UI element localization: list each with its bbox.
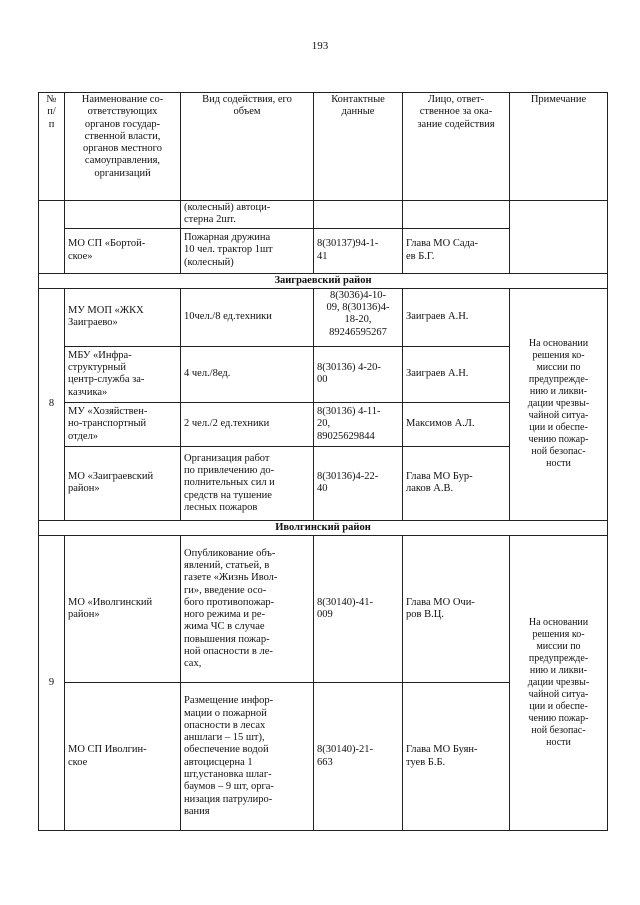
table-row — [39, 201, 608, 229]
cell-org: МО «Иволгинский район» — [65, 536, 181, 683]
cell-person: Глава МО Сада- ев Б.Г. — [403, 228, 510, 273]
cell-org: МУ «Хозяйствен- но-транспортный отдел» — [65, 402, 181, 446]
cell-assistance: 10чел./8 ед.техники — [181, 288, 314, 346]
cell-num — [39, 201, 65, 274]
cell-org: МБУ «Инфра- структурный центр-служба за- казчика» — [65, 346, 181, 402]
row-number: 9 — [39, 536, 65, 831]
cell-contacts: 8(30140)-21- 663 — [314, 683, 403, 831]
assistance-table — [38, 92, 608, 831]
cell-contacts — [314, 201, 403, 229]
header-assistance: Вид содействия, его объем — [181, 93, 314, 201]
section-title: Иволгинский район — [39, 520, 608, 535]
header-person: Лицо, ответ- ственное за ока- зание содействия — [403, 93, 510, 201]
cell-note: На основании решения ко- миссии по предупрежде- нию и ликви- дации чрезвы- чайной ситуа- ции и обеспе- чению пожар- ной безопас- ности — [510, 288, 608, 520]
cell-assistance: 2 чел./2 ед.техники — [181, 402, 314, 446]
table-row — [39, 288, 608, 346]
cell-person: Заиграев А.Н. — [403, 346, 510, 402]
header-org: Наименование со- ответствующих органов государ- ственной власти, органов местного самоуправления, организаций — [65, 93, 181, 201]
cell-org: МУ МОП «ЖКХ Заиграево» — [65, 288, 181, 346]
page-number: 193 — [311, 40, 329, 52]
cell-assistance: Опубликование объ- явлений, статьей, в газете «Жизнь Ивол- ги», введение осо- бого противопожар- ного режима и ре- жима ЧС в случае повышения пожар- ной опасности в ле- сах, — [181, 536, 314, 683]
cell-assistance: Пожарная дружина 10 чел. трактор 1шт (колесный) — [181, 228, 314, 273]
table-header-row — [39, 93, 608, 201]
cell-person: Заиграев А.Н. — [403, 288, 510, 346]
cell-note: На основании решения ко- миссии по предупрежде- нию и ликви- дации чрезвы- чайной ситуа- ции и обеспе- чению пожар- ной безопас- ности — [510, 536, 608, 831]
cell-assistance: Размещение инфор- мации о пожарной опасности в лесах аншлаги – 15 шт), обеспечение водой автоцисцерна 1 шт,установка шлаг- баумов – 9 шт, орга- низация патрулиро- вания — [181, 683, 314, 831]
cell-contacts: 8(30140)-41- 009 — [314, 536, 403, 683]
cell-contacts: 8(30136) 4-20- 00 — [314, 346, 403, 402]
cell-person: Глава МО Буян- туев Б.Б. — [403, 683, 510, 831]
cell-org: МО СП «Бортой- ское» — [65, 228, 181, 273]
cell-person: Максимов А.Л. — [403, 402, 510, 446]
cell-assistance: (колесный) автоци- стерна 2шт. — [181, 201, 314, 229]
cell-contacts: 8(30137)94-1- 41 — [314, 228, 403, 273]
cell-org: МО «Заиграевский район» — [65, 446, 181, 520]
cell-contacts: 8(30136) 4-11- 20, 89025629844 — [314, 402, 403, 446]
cell-org — [65, 201, 181, 229]
cell-assistance: Организация работ по привлечению до- полнительных сил и средств на тушение лесных пожаров — [181, 446, 314, 520]
row-number: 8 — [39, 288, 65, 520]
cell-assistance: 4 чел./8ед. — [181, 346, 314, 402]
section-header-row — [39, 273, 608, 288]
cell-person: Глава МО Бур- лаков А.В. — [403, 446, 510, 520]
cell-contacts: 8(30136)4-22- 40 — [314, 446, 403, 520]
header-contacts: Контактные данные — [314, 93, 403, 201]
header-num: № п/ п — [39, 93, 65, 201]
cell-org: МО СП Иволгин- ское — [65, 683, 181, 831]
cell-note — [510, 201, 608, 274]
cell-person: Глава МО Очи- ров В.Ц. — [403, 536, 510, 683]
cell-person — [403, 201, 510, 229]
section-header-row — [39, 520, 608, 535]
cell-contacts: 8(3036)4-10- 09, 8(30136)4- 18-20, 89246595267 — [314, 288, 403, 346]
table-row — [39, 536, 608, 683]
header-note: Примечание — [510, 93, 608, 201]
section-title: Заиграевский район — [39, 273, 608, 288]
